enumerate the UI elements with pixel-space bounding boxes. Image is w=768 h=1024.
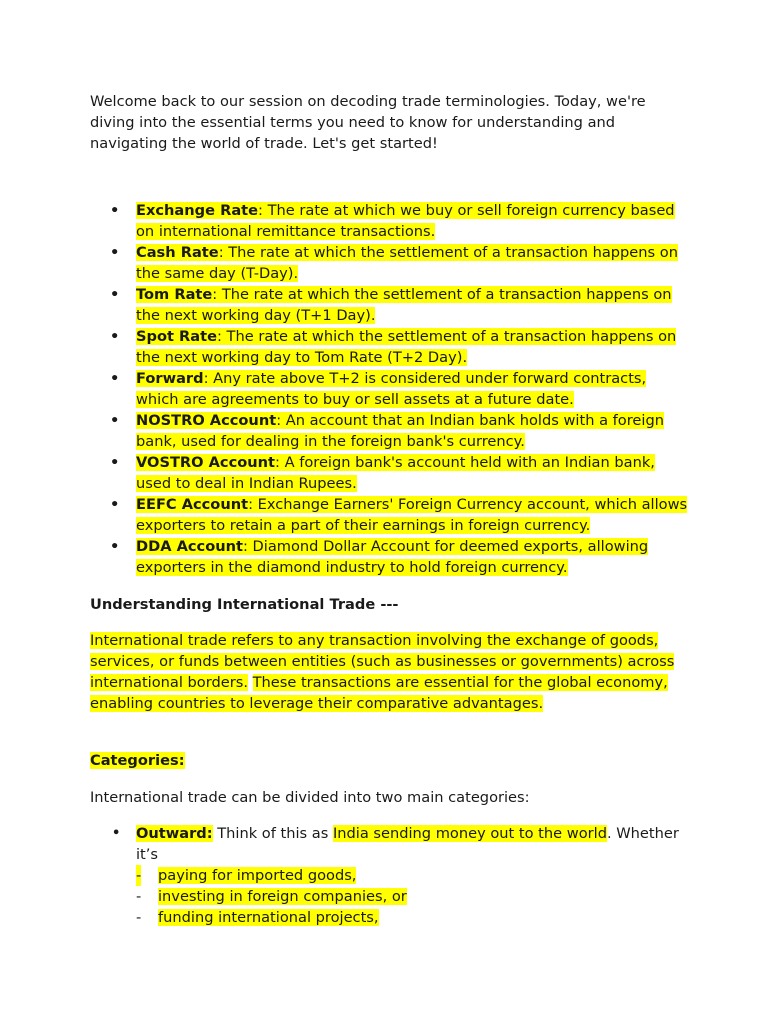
sub-item-text: funding international projects, [158,909,379,926]
highlighted-text: International trade refers to any transaction involving the exchange of goods, services, or funds between entities (such as businesses or governments) across international borders. [90,632,675,691]
list-item [136,907,690,928]
list-item [90,536,690,578]
term-name: EEFC Account [136,496,249,513]
dash-icon: - [136,909,142,926]
term-description: : Exchange Earners' Foreign Currency account, which allows exporters to retain a part of their earnings in foreign currency. [136,496,688,534]
term-description: : The rate at which the settlement of a transaction happens on the next working day to Tom Rate (T+2 Day). [136,328,677,366]
term-text [136,202,675,240]
list-item [90,410,690,452]
list-item [90,242,690,284]
term-name: VOSTRO Account [136,454,276,471]
list-item [90,823,690,928]
term-text [136,328,676,366]
category-label: Outward: [136,825,213,842]
bullet-icon: • [110,244,120,261]
category-text: . Whether it’s [136,825,679,863]
term-name: Forward [136,370,204,387]
bullet-icon: • [110,538,120,555]
sub-item-text: investing in foreign companies, or [158,888,407,905]
categories-heading [90,750,185,771]
highlighted-text: India sending money out to the world [332,825,607,842]
term-text [136,496,687,534]
list-item [90,200,690,242]
bullet-icon: • [110,412,120,429]
categories-list [90,823,690,928]
term-name: Exchange Rate [136,202,259,219]
term-description: : An account that an Indian bank holds with a foreign bank, used for dealing in the foreign bank's currency. [136,412,664,450]
list-item [90,452,690,494]
bullet-icon: • [110,202,120,219]
term-description: : Diamond Dollar Account for deemed exports, allowing exporters in the diamond industry to hold foreign currency. [136,538,649,576]
term-text [136,412,664,450]
bullet-icon: • [110,328,120,345]
bullet-icon: • [110,454,120,471]
term-text [136,370,646,408]
trade-paragraph [90,630,690,714]
dash-icon: - [136,888,142,905]
highlighted-text: These transactions are essential for the global economy, enabling countries to leverage their comparative advantages. [90,674,668,712]
sub-item-text: paying for imported goods, [158,867,357,884]
term-text [136,244,678,282]
term-name: NOSTRO Account [136,412,277,429]
term-description: : The rate at which we buy or sell foreign currency based on international remittance transactions. [136,202,675,240]
term-description: : The rate at which the settlement of a transaction happens on the next working day (T+1 Day). [136,286,672,324]
bullet-icon: • [110,496,120,513]
term-name: Cash Rate [136,244,219,261]
list-item [136,865,690,886]
list-item [136,886,690,907]
term-text [136,538,648,576]
categories-intro: International trade can be divided into two main categories: [90,789,530,806]
term-name: DDA Account [136,538,243,555]
list-item [90,494,690,536]
intro-paragraph: Welcome back to our session on decoding trade terminologies. Today, we're diving into the essential terms you need to know for understanding and navigating the world of trade. Let's get started! [90,93,646,152]
highlighted-text: Categories: [90,752,185,769]
bullet-icon: • [110,286,120,303]
term-text [136,454,655,492]
list-item [90,368,690,410]
term-description: : Any rate above T+2 is considered under forward contracts, which are agreements to buy or sell assets at a future date. [136,370,647,408]
bullet-icon: • [110,370,120,387]
list-item [90,326,690,368]
category-text: Think of this as [212,825,333,842]
bullet-icon: • [112,826,121,841]
term-name: Spot Rate [136,328,217,345]
term-name: Tom Rate [136,286,213,303]
dash-icon: - [136,867,142,884]
section-heading: Understanding International Trade --- [90,596,399,613]
terms-list [90,200,690,578]
outward-sublist [136,865,690,928]
term-description: : The rate at which the settlement of a transaction happens on the same day (T-Day). [136,244,678,282]
term-description: : A foreign bank's account held with an Indian bank, used to deal in Indian Rupees. [136,454,655,492]
term-text [136,286,672,324]
list-item [90,284,690,326]
